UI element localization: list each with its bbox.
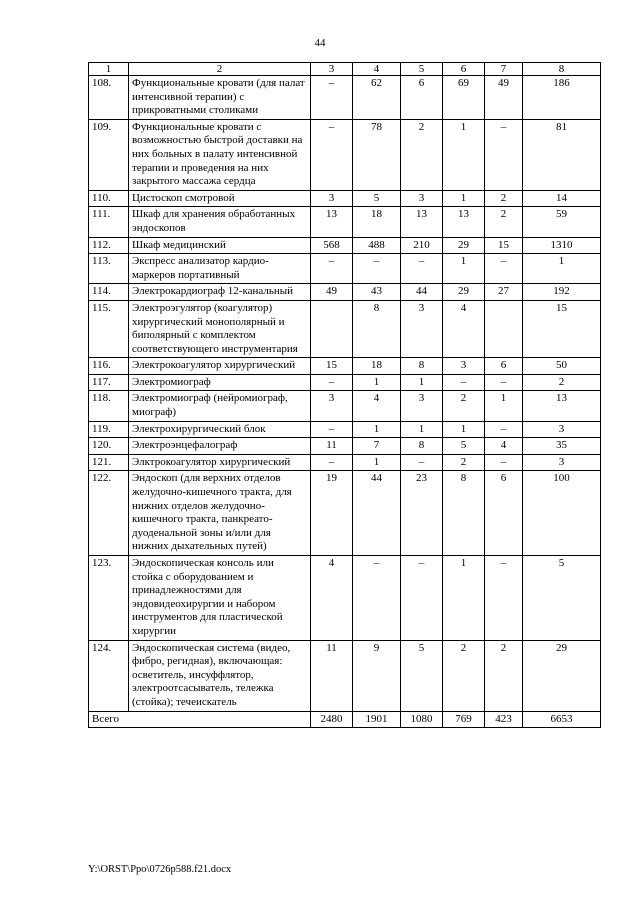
- header-cell: 8: [523, 63, 601, 76]
- value-cell-c6: 29: [443, 237, 485, 254]
- value-cell-c3: 11: [311, 640, 353, 711]
- equipment-name: Шкаф медицинский: [129, 237, 311, 254]
- value-cell-c8: 186: [523, 76, 601, 120]
- header-cell: 2: [129, 63, 311, 76]
- row-number: 112.: [89, 237, 129, 254]
- value-cell-c4: 488: [353, 237, 401, 254]
- row-number: 113.: [89, 254, 129, 284]
- table-row: [89, 284, 601, 301]
- table-row: [89, 421, 601, 438]
- row-number: 123.: [89, 556, 129, 641]
- value-cell-c7: 6: [485, 471, 523, 556]
- row-number: 118.: [89, 391, 129, 421]
- value-cell-c5: 3: [401, 391, 443, 421]
- row-number: 110.: [89, 190, 129, 207]
- table-row: [89, 358, 601, 375]
- value-cell-c6: 2: [443, 391, 485, 421]
- total-value-c3: 2480: [311, 711, 353, 728]
- value-cell-c7: 2: [485, 207, 523, 237]
- value-cell-c5: 8: [401, 438, 443, 455]
- value-cell-c5: 210: [401, 237, 443, 254]
- table-row: [89, 119, 601, 190]
- row-number: 111.: [89, 207, 129, 237]
- value-cell-c3: 49: [311, 284, 353, 301]
- equipment-name: Шкаф для хранения обработанных эндоскопов: [129, 207, 311, 237]
- value-cell-c5: 8: [401, 358, 443, 375]
- value-cell-c8: 50: [523, 358, 601, 375]
- equipment-name: Электрокоагулятор хирургический: [129, 358, 311, 375]
- value-cell-c7: [485, 300, 523, 357]
- header-cell: 3: [311, 63, 353, 76]
- file-path-footer: Y:\ORST\Ppo\0726p588.f21.docx: [88, 864, 232, 875]
- value-cell-c4: –: [353, 254, 401, 284]
- header-cell: 1: [89, 63, 129, 76]
- total-value-c5: 1080: [401, 711, 443, 728]
- equipment-name: Электроэгулятор (коагулятор) хирургический монополярный и биполярный с комплектом соответствующего инструментария: [129, 300, 311, 357]
- value-cell-c3: 568: [311, 237, 353, 254]
- table-row: [89, 254, 601, 284]
- value-cell-c7: –: [485, 556, 523, 641]
- value-cell-c7: 6: [485, 358, 523, 375]
- value-cell-c4: 44: [353, 471, 401, 556]
- value-cell-c6: 1: [443, 119, 485, 190]
- total-value-c8: 6653: [523, 711, 601, 728]
- value-cell-c3: –: [311, 421, 353, 438]
- value-cell-c6: 2: [443, 454, 485, 471]
- value-cell-c3: 3: [311, 391, 353, 421]
- value-cell-c6: 8: [443, 471, 485, 556]
- value-cell-c3: –: [311, 76, 353, 120]
- value-cell-c8: 14: [523, 190, 601, 207]
- equipment-name: Элктрокоагулятор хирургический: [129, 454, 311, 471]
- equipment-name: Эндоскоп (для верхних отделов желудочно-кишечного тракта, для нижних отделов желудочно-кишечного тракта, панкреато-дуоденальной зоны и/или для нижних дыхательных путей): [129, 471, 311, 556]
- row-number: 114.: [89, 284, 129, 301]
- table-row: [89, 207, 601, 237]
- value-cell-c6: 1: [443, 421, 485, 438]
- value-cell-c8: 192: [523, 284, 601, 301]
- equipment-name: Цистоскоп смотровой: [129, 190, 311, 207]
- value-cell-c3: –: [311, 374, 353, 391]
- equipment-table: [88, 62, 601, 728]
- value-cell-c8: 100: [523, 471, 601, 556]
- value-cell-c4: 7: [353, 438, 401, 455]
- value-cell-c8: 81: [523, 119, 601, 190]
- value-cell-c5: 44: [401, 284, 443, 301]
- value-cell-c7: 4: [485, 438, 523, 455]
- table-row: [89, 471, 601, 556]
- value-cell-c6: 1: [443, 556, 485, 641]
- row-number: 116.: [89, 358, 129, 375]
- value-cell-c4: 18: [353, 358, 401, 375]
- total-value-c6: 769: [443, 711, 485, 728]
- value-cell-c8: 13: [523, 391, 601, 421]
- table-row: [89, 300, 601, 357]
- table-row: [89, 640, 601, 711]
- row-number: 119.: [89, 421, 129, 438]
- header-cell: 5: [401, 63, 443, 76]
- value-cell-c6: 4: [443, 300, 485, 357]
- table-row: [89, 374, 601, 391]
- value-cell-c3: 11: [311, 438, 353, 455]
- row-number: 109.: [89, 119, 129, 190]
- equipment-name: Электроэнцефалограф: [129, 438, 311, 455]
- value-cell-c5: –: [401, 254, 443, 284]
- value-cell-c8: 3: [523, 454, 601, 471]
- value-cell-c6: 69: [443, 76, 485, 120]
- value-cell-c7: –: [485, 421, 523, 438]
- value-cell-c7: –: [485, 454, 523, 471]
- row-number: 121.: [89, 454, 129, 471]
- value-cell-c3: 15: [311, 358, 353, 375]
- value-cell-c5: 3: [401, 300, 443, 357]
- value-cell-c6: 2: [443, 640, 485, 711]
- value-cell-c3: 13: [311, 207, 353, 237]
- row-number: 120.: [89, 438, 129, 455]
- equipment-name: Эндоскопическая система (видео, фибро, регидная), включающая: осветитель, инсуффлятор, электроотсасыватель, тележка (стойка); течеискатель: [129, 640, 311, 711]
- value-cell-c5: 1: [401, 374, 443, 391]
- value-cell-c4: 1: [353, 374, 401, 391]
- value-cell-c6: 1: [443, 254, 485, 284]
- value-cell-c8: 2: [523, 374, 601, 391]
- value-cell-c8: 15: [523, 300, 601, 357]
- table-row: [89, 237, 601, 254]
- header-cell: 7: [485, 63, 523, 76]
- value-cell-c5: 2: [401, 119, 443, 190]
- value-cell-c6: 1: [443, 190, 485, 207]
- total-value-c4: 1901: [353, 711, 401, 728]
- value-cell-c5: 1: [401, 421, 443, 438]
- value-cell-c4: 9: [353, 640, 401, 711]
- value-cell-c5: 6: [401, 76, 443, 120]
- value-cell-c3: 4: [311, 556, 353, 641]
- value-cell-c8: 5: [523, 556, 601, 641]
- total-label: Всего: [89, 711, 311, 728]
- value-cell-c7: –: [485, 254, 523, 284]
- value-cell-c3: 19: [311, 471, 353, 556]
- row-number: 124.: [89, 640, 129, 711]
- header-cell: 4: [353, 63, 401, 76]
- value-cell-c6: 5: [443, 438, 485, 455]
- value-cell-c8: 29: [523, 640, 601, 711]
- equipment-name: Электрохирургический блок: [129, 421, 311, 438]
- value-cell-c5: –: [401, 454, 443, 471]
- value-cell-c6: –: [443, 374, 485, 391]
- value-cell-c7: 2: [485, 640, 523, 711]
- equipment-name: Функциональные кровати (для палат интенсивной терапии) с прикроватными столиками: [129, 76, 311, 120]
- value-cell-c8: 59: [523, 207, 601, 237]
- table-row: [89, 556, 601, 641]
- value-cell-c4: 1: [353, 454, 401, 471]
- equipment-name: Экспресс анализатор кардио-маркеров портативный: [129, 254, 311, 284]
- value-cell-c3: 3: [311, 190, 353, 207]
- table-row: [89, 190, 601, 207]
- equipment-name: Функциональные кровати с возможностью быстрой доставки на них больных в палату интенсивной терапии и проведения на них закрытого массажа сердца: [129, 119, 311, 190]
- value-cell-c4: 78: [353, 119, 401, 190]
- row-number: 115.: [89, 300, 129, 357]
- value-cell-c4: –: [353, 556, 401, 641]
- value-cell-c4: 43: [353, 284, 401, 301]
- equipment-name: Электромиограф (нейромиограф, миограф): [129, 391, 311, 421]
- value-cell-c4: 62: [353, 76, 401, 120]
- value-cell-c4: 18: [353, 207, 401, 237]
- header-cell: 6: [443, 63, 485, 76]
- value-cell-c8: 1310: [523, 237, 601, 254]
- value-cell-c3: –: [311, 119, 353, 190]
- value-cell-c6: 3: [443, 358, 485, 375]
- page-number: 44: [314, 37, 326, 49]
- total-row: [89, 711, 601, 728]
- value-cell-c6: 29: [443, 284, 485, 301]
- value-cell-c8: 1: [523, 254, 601, 284]
- value-cell-c5: 5: [401, 640, 443, 711]
- value-cell-c5: 3: [401, 190, 443, 207]
- value-cell-c4: 5: [353, 190, 401, 207]
- value-cell-c7: –: [485, 119, 523, 190]
- value-cell-c3: –: [311, 454, 353, 471]
- header-row: [89, 63, 601, 76]
- value-cell-c4: 1: [353, 421, 401, 438]
- value-cell-c7: 2: [485, 190, 523, 207]
- value-cell-c7: 1: [485, 391, 523, 421]
- value-cell-c5: 13: [401, 207, 443, 237]
- row-number: 117.: [89, 374, 129, 391]
- value-cell-c6: 13: [443, 207, 485, 237]
- value-cell-c7: 15: [485, 237, 523, 254]
- value-cell-c7: 27: [485, 284, 523, 301]
- table-row: [89, 438, 601, 455]
- row-number: 108.: [89, 76, 129, 120]
- value-cell-c3: –: [311, 254, 353, 284]
- table-row: [89, 76, 601, 120]
- value-cell-c5: 23: [401, 471, 443, 556]
- value-cell-c5: –: [401, 556, 443, 641]
- equipment-name: Электрокардиограф 12-канальный: [129, 284, 311, 301]
- value-cell-c4: 8: [353, 300, 401, 357]
- equipment-name: Электромиограф: [129, 374, 311, 391]
- value-cell-c8: 35: [523, 438, 601, 455]
- total-value-c7: 423: [485, 711, 523, 728]
- row-number: 122.: [89, 471, 129, 556]
- table-row: [89, 454, 601, 471]
- table-row: [89, 391, 601, 421]
- value-cell-c4: 4: [353, 391, 401, 421]
- value-cell-c3: [311, 300, 353, 357]
- equipment-name: Эндоскопическая консоль или стойка с оборудованием и принадлежностями для эндовидеохирургии и набором инструментов для пластической хирургии: [129, 556, 311, 641]
- value-cell-c8: 3: [523, 421, 601, 438]
- value-cell-c7: –: [485, 374, 523, 391]
- value-cell-c7: 49: [485, 76, 523, 120]
